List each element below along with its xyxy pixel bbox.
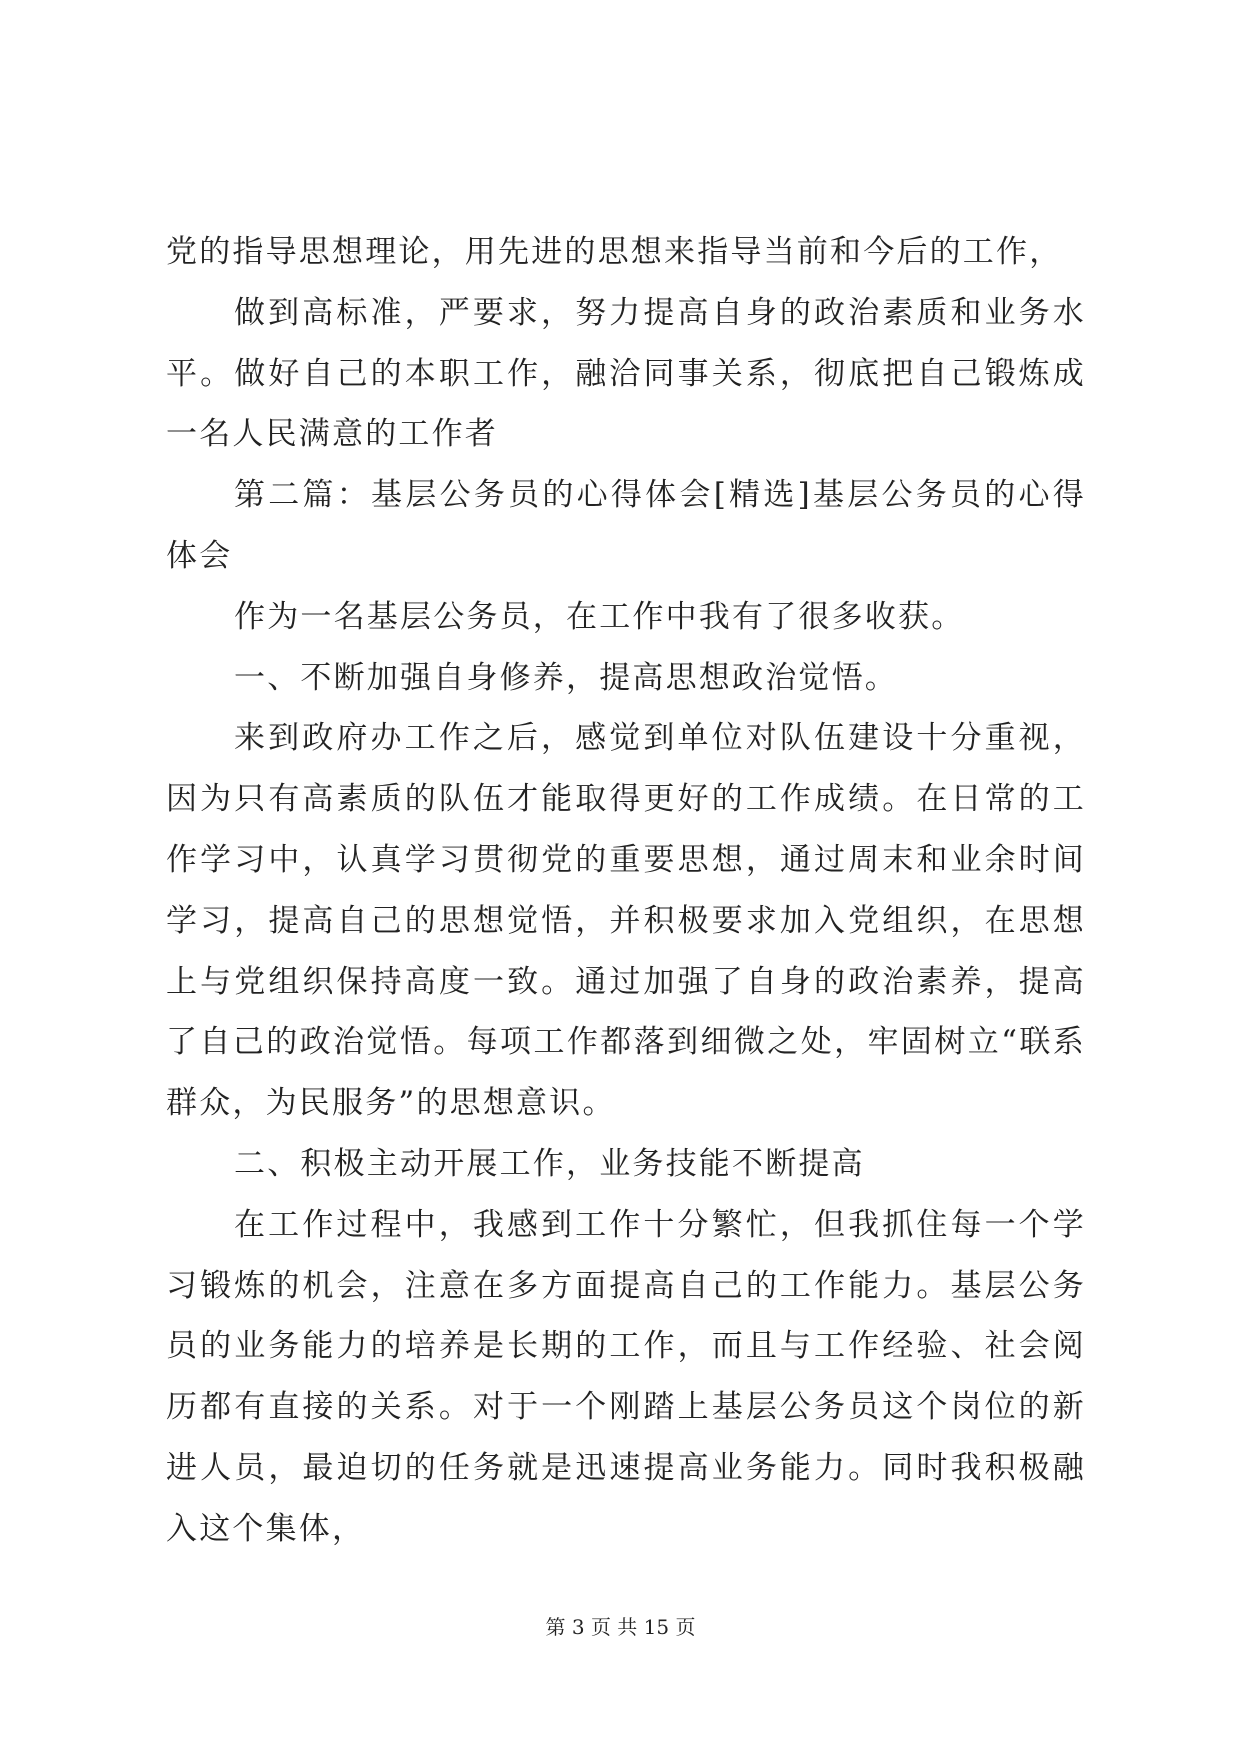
section-heading: 第二篇：基层公务员的心得体会[精选]基层公务员的心得体会 (166, 477, 1086, 574)
subheading-1: 一、不断加强自身修养，提高思想政治觉悟。 (234, 659, 898, 696)
document-body (166, 222, 1086, 1560)
paragraph-2: 做到高标准，严要求，努力提高自身的政治素质和业务水平。做好自己的本职工作，融洽同事关系，彻底把自己锻炼成一名人民满意的工作者 (166, 294, 1086, 453)
paragraph-3: 作为一名基层公务员，在工作中我有了很多收获。 (234, 598, 965, 635)
paragraph-1: 党的指导思想理论，用先进的思想来指导当前和今后的工作， (166, 234, 1063, 270)
paragraph-5: 在工作过程中，我感到工作十分繁忙，但我抓住每一个学习锻炼的机会，注意在多方面提高自己的工作能力。基层公务员的业务能力的培养是长期的工作，而且与工作经验、社会阅历都有直接的关系。对于一个刚踏上基层公务员这个岗位的新进人员，最迫切的任务就是迅速提高业务能力。同时我积极融入这个集体， (166, 1206, 1086, 1547)
page-footer: 第 3 页 共 15 页 (545, 1615, 696, 1639)
paragraph-4: 来到政府办工作之后，感觉到单位对队伍建设十分重视，因为只有高素质的队伍才能取得更好的工作成绩。在日常的工作学习中，认真学习贯彻党的重要思想，通过周末和业余时间学习，提高自己的思想觉悟，并积极要求加入党组织，在思想上与党组织保持高度一致。通过加强了自身的政治素养，提高了自己的政治觉悟。每项工作都落到细微之处，牢固树立“联系群众，为民服务”的思想意识。 (166, 720, 1086, 1122)
subheading-2: 二、积极主动开展工作，业务技能不断提高 (234, 1145, 865, 1182)
